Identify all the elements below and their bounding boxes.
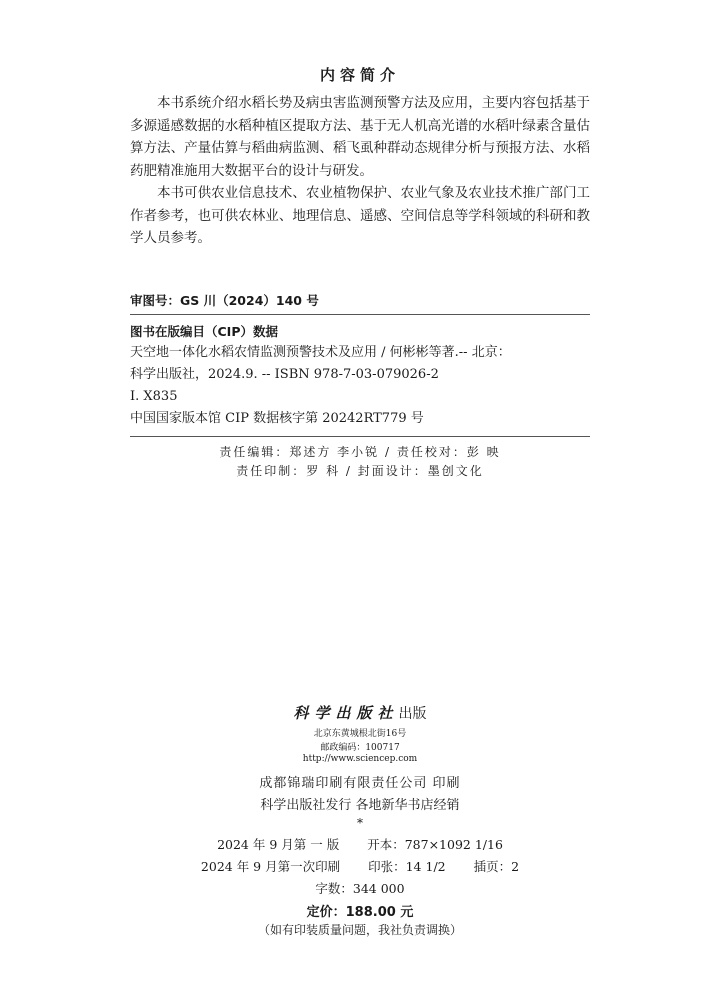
cip-line: 科学出版社，2024.9. -- ISBN 978-7-03-079026-2 bbox=[130, 367, 439, 382]
printing-line bbox=[0, 857, 720, 875]
word-count: 字数：344 000 bbox=[315, 881, 405, 896]
postcode: 邮政编码：100717 bbox=[320, 743, 400, 753]
distribution: 科学出版社发行 各地新华书店经销 bbox=[260, 798, 460, 813]
summary-paragraph-1: 本书系统介绍水稻长势及病虫害监测预警方法及应用，主要内容包括基于多源遥感数据的水稻种植区提取方法、基于无人机高光谱的水稻叶绿素含量估算方法、产量估算与稻曲病监测、稻飞虱种群动态规律分析与预报方法、水稻药肥精准施用大数据平台的设计与研发。 bbox=[130, 95, 590, 179]
summary-section bbox=[130, 92, 590, 250]
publisher-suffix: 出版 bbox=[398, 706, 427, 722]
publisher-address: 北京东黄城根北街16号 bbox=[313, 729, 407, 739]
divider-top bbox=[130, 314, 590, 315]
summary-paragraph-2: 本书可供农业信息技术、农业植物保护、农业气象及农业技术推广部门工作者参考，也可供农林业、地理信息、遥感、空间信息等学科领域的科研和教学人员参考。 bbox=[130, 185, 590, 246]
printer: 成都锦瑞印刷有限责任公司 印刷 bbox=[259, 776, 461, 791]
edition-line bbox=[0, 835, 720, 853]
cip-line: 中国国家版本馆 CIP 数据核字第 20242RT779 号 bbox=[130, 411, 424, 426]
printing-number: 2024 年 9 月第一次印刷 bbox=[200, 859, 341, 874]
publisher-line bbox=[0, 702, 720, 723]
editor-credits: 责任编辑：郑述方 李小锐 / 责任校对：彭 映 bbox=[219, 445, 501, 459]
publisher-url: http://www.sciencep.com bbox=[302, 754, 418, 764]
cip-data-block bbox=[130, 342, 590, 430]
book-format: 开本：787×1092 1/16 bbox=[367, 837, 503, 852]
cip-line: 天空地一体化水稻农情监测预警技术及应用 / 何彬彬等著.-- 北京： bbox=[130, 345, 511, 360]
price: 定价：188.00 元 bbox=[306, 905, 414, 920]
quality-notice: （如有印装质量问题，我社负责调换） bbox=[257, 923, 462, 937]
cip-heading: 图书在版编目（CIP）数据 bbox=[130, 324, 278, 339]
page-title: 内容简介 bbox=[319, 66, 400, 84]
publisher-logo: 科学出版社 bbox=[293, 704, 399, 722]
production-credits: 责任印制：罗 科 / 封面设计：墨创文化 bbox=[236, 464, 484, 478]
plate-count: 插页：2 bbox=[473, 859, 520, 874]
cip-line: Ⅰ. X835 bbox=[130, 389, 178, 404]
edition-number: 2024 年 9 月第 一 版 bbox=[217, 837, 340, 852]
separator-star: * bbox=[357, 816, 363, 830]
divider-bottom bbox=[130, 436, 590, 437]
map-review-number: 审图号：GS 川（2024）140 号 bbox=[130, 293, 319, 308]
printed-sheets: 印张：14 1/2 bbox=[368, 859, 446, 874]
